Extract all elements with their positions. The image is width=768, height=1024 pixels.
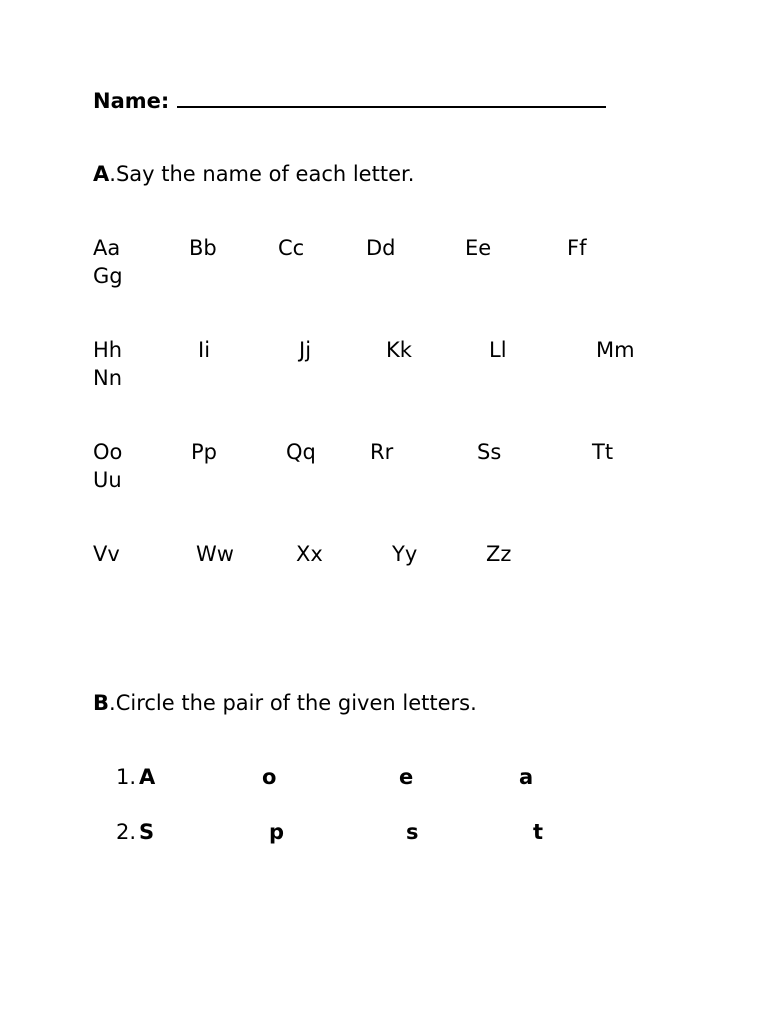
name-line [93,86,606,115]
item-choice[interactable]: t [533,820,544,844]
name-blank[interactable] [177,86,606,108]
item-given-letter: S [139,820,155,844]
letter-pair: Dd [366,236,396,260]
letter-pair: Nn [93,366,123,390]
item-given-letter: A [139,765,156,789]
letter-pair: Ll [489,338,507,362]
section-b-text: .Circle the pair of the given letters. [109,691,477,715]
letter-pair: Ff [567,236,587,260]
letter-pair: Bb [189,236,217,260]
item-choice[interactable]: p [269,820,285,844]
item-choice[interactable]: s [406,820,419,844]
section-b-marker: B [93,691,110,715]
letter-pair: Ss [477,440,502,464]
letter-pair: Gg [93,264,123,288]
letter-pair: Zz [486,542,512,566]
letter-pair: Cc [278,236,305,260]
letter-pair: Vv [93,542,120,566]
item-choice[interactable]: e [399,765,414,789]
section-a-instruction [93,160,414,188]
letter-pair: Oo [93,440,123,464]
letter-pair: Xx [296,542,323,566]
item-choice[interactable]: a [519,765,534,789]
item-number: 2. [116,820,137,844]
letter-pair: Mm [596,338,635,362]
name-label: Name: [93,89,170,113]
letter-pair: Ee [465,236,492,260]
letter-pair: Uu [93,468,122,492]
letter-pair: Tt [592,440,614,464]
letter-pair: Pp [191,440,217,464]
letter-pair: Ii [198,338,211,362]
section-b-instruction [93,689,477,717]
letter-pair: Qq [286,440,316,464]
letter-pair: Yy [392,542,418,566]
letter-pair: Hh [93,338,123,362]
section-a-text: .Say the name of each letter. [109,162,415,186]
letter-pair: Kk [386,338,412,362]
item-number: 1. [116,765,137,789]
item-choice[interactable]: o [262,765,277,789]
section-a-marker: A [93,162,110,186]
letter-pair: Aa [93,236,121,260]
letter-pair: Ww [196,542,234,566]
letter-pair: Jj [299,338,312,362]
letter-pair: Rr [370,440,394,464]
